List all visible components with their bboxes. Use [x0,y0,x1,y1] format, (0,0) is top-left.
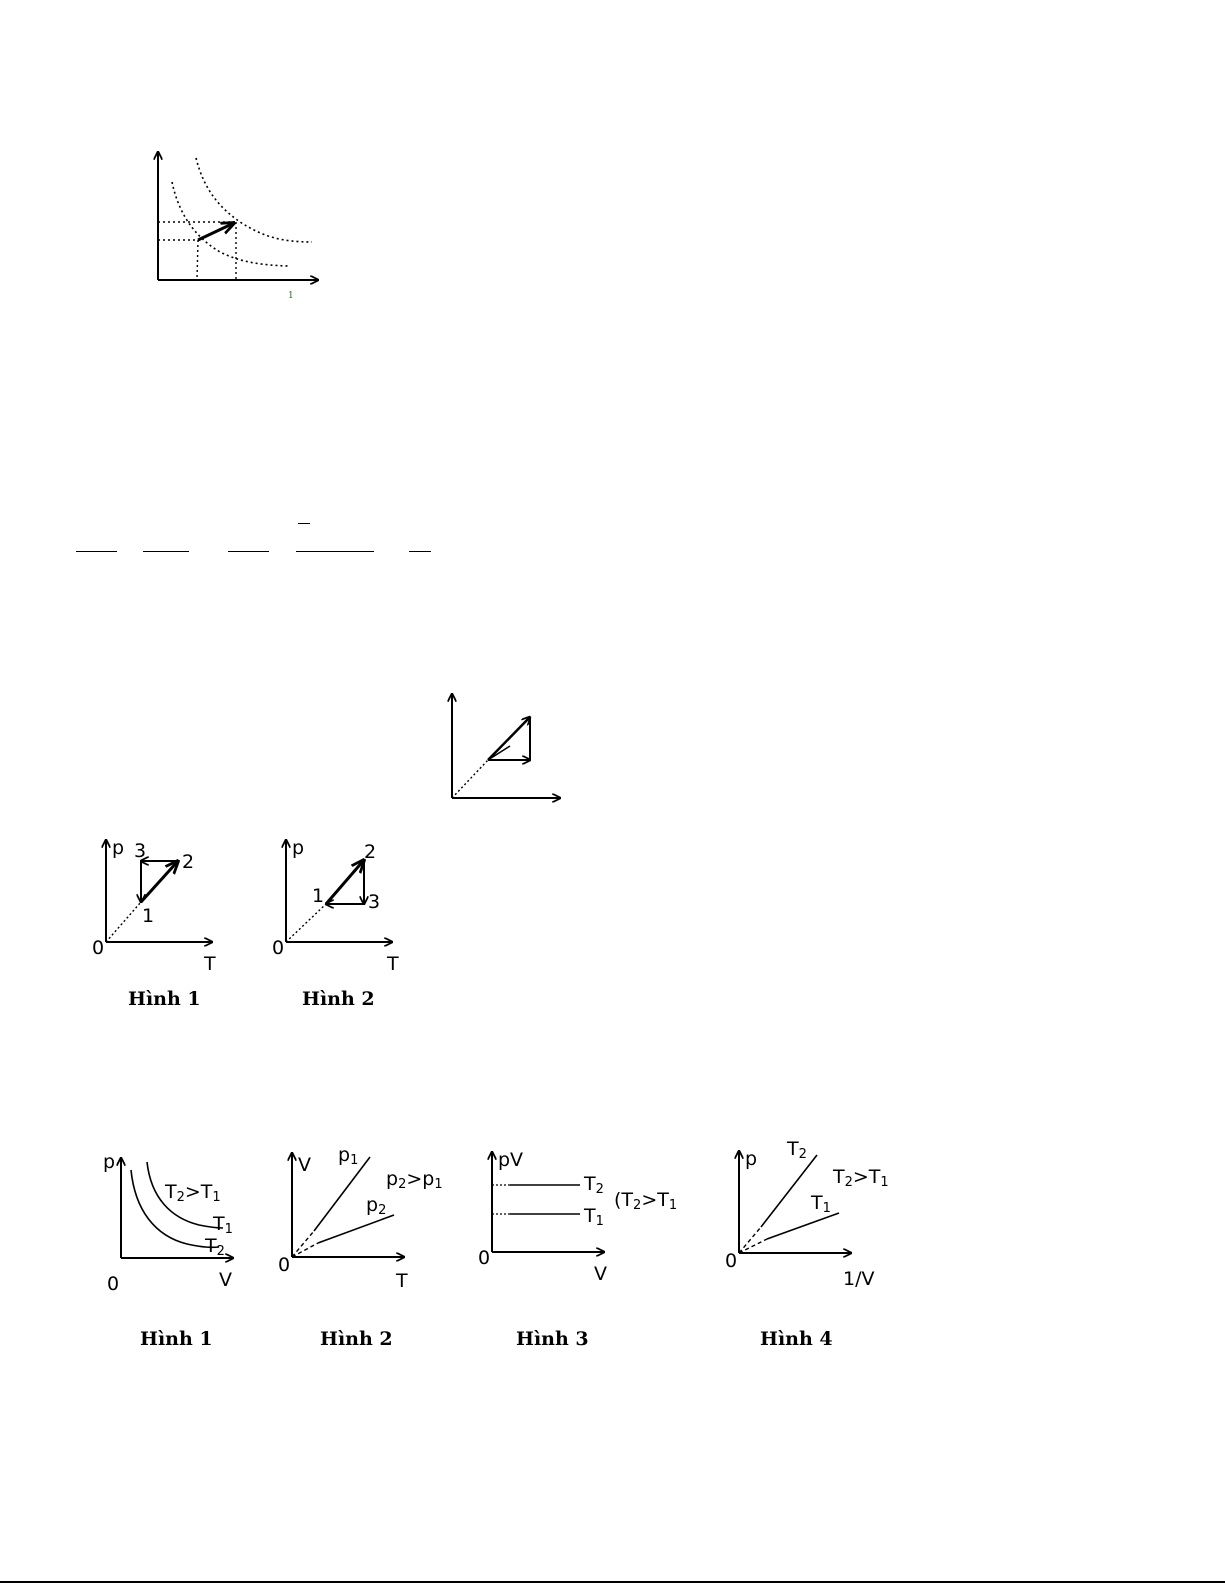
T1-label: T1 [811,1192,831,1216]
T2-label: T2 [787,1138,807,1162]
p2-label: p2 [366,1194,387,1218]
T2-label: T2 [584,1173,604,1197]
set1-fig2-caption: Hình 2 [302,988,375,1010]
p-label: p [103,1151,116,1173]
condition-label: T2>T1 [165,1181,221,1205]
p-label: p [292,837,305,859]
T2-dashed [739,1227,761,1253]
origin-dotted [452,760,488,798]
T1-line [767,1213,839,1239]
origin-label: 0 [107,1273,120,1295]
T1-label: T1 [213,1213,233,1237]
isobar-p1-dashed [292,1231,314,1257]
p-label: p [745,1148,758,1170]
set2-fig2-graph [270,1135,455,1295]
fraction-bar-1 [76,551,117,552]
point-3: 3 [368,891,381,913]
point-3: 3 [134,840,147,862]
set1-fig1-caption: Hình 1 [128,988,201,1010]
condition-label: (T2>T1 [614,1189,678,1213]
V-label: V [219,1269,232,1291]
x-label: 1/V [843,1268,875,1290]
point-2: 2 [364,841,377,863]
origin-label: 0 [278,1254,291,1276]
isobar-p2-dashed [292,1243,318,1257]
origin-label: 0 [92,937,105,959]
point-2: 2 [182,851,195,873]
process-arrow [198,223,234,240]
T2-line [761,1155,817,1227]
origin-dotted [106,902,141,942]
point-1: 1 [312,885,325,907]
set2-fig3-graph [470,1140,695,1290]
point-1: 1 [142,905,155,927]
T2-label: T2 [205,1235,225,1259]
origin-label: 0 [725,1250,738,1272]
isobar-p2 [318,1215,394,1243]
set1-fig2-graph [268,830,418,980]
condition-label: T2>T1 [833,1166,889,1190]
origin-dotted [286,904,326,942]
set2-fig3-caption: Hình 3 [516,1328,589,1350]
p-label: p [112,837,125,859]
middle-cycle-graph [440,690,570,810]
fraction-bar-2 [143,551,189,552]
fraction-bar-5 [409,551,431,552]
top-isotherm-graph [140,140,340,310]
set2-fig4-caption: Hình 4 [760,1328,833,1350]
pV-label: pV [498,1149,524,1171]
process-1-2 [141,861,178,902]
guide-v-left [197,240,198,280]
T1-dashed [739,1239,767,1253]
T-label: T [396,1270,408,1292]
set2-fig1-caption: Hình 1 [140,1328,213,1350]
origin-label: 0 [478,1247,491,1269]
axis-mark: 1 [288,291,294,301]
diagonal-arrow [488,717,530,760]
fraction-bar-4 [296,551,374,552]
p1-label: p1 [338,1144,359,1168]
origin-label: 0 [272,937,285,959]
T-label: T [204,953,216,975]
V-label: V [298,1154,311,1176]
fraction-bar-3 [228,551,269,552]
set2-fig1-graph [95,1140,270,1300]
condition-label: p2>p1 [386,1168,443,1192]
process-1-2 [326,860,364,904]
isobar-p1 [314,1157,370,1231]
set2-fig2-caption: Hình 2 [320,1328,393,1350]
set2-fig4-graph [715,1135,905,1295]
page-bottom-rule [0,1581,1225,1583]
T-label: T [387,953,399,975]
set1-fig1-graph [88,830,238,980]
isotherm-outer [196,158,312,242]
overline-mark [298,523,310,524]
V-label: V [594,1263,607,1285]
T1-label: T1 [584,1205,604,1229]
